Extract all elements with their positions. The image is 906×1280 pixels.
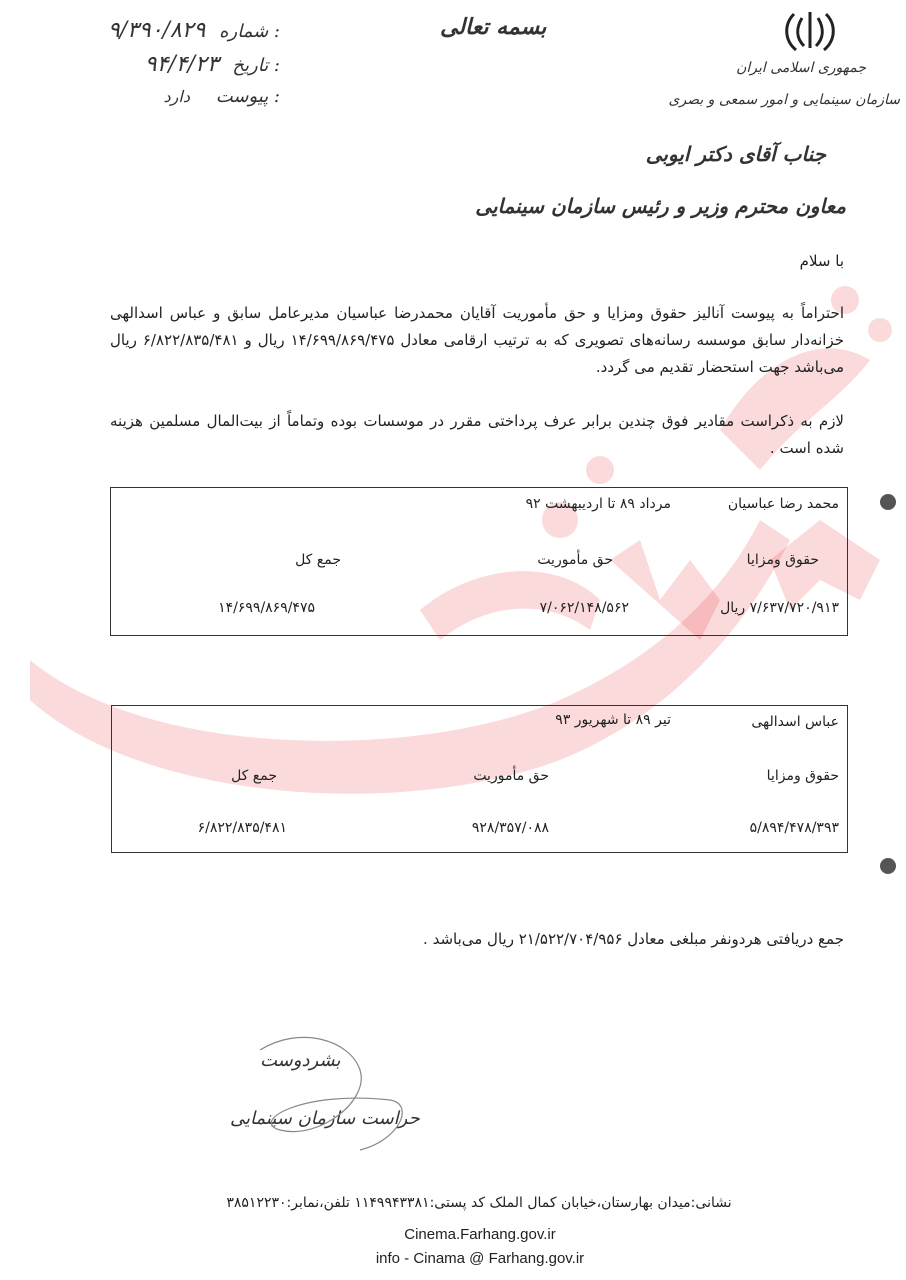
employee-name: عباس اسدالهی [751, 714, 839, 730]
body-paragraph-2: لازم به ذکراست مقادیر فوق چندین برابر عرف پرداختی مقرر در موسسات بوده وتماماً از بیت‌المال مسلمین هزینه شده است . [110, 412, 844, 457]
value-total: ۱۴/۶۹۹/۸۶۹/۴۷۵ [218, 600, 315, 616]
greeting: با سلام [799, 252, 844, 270]
letter-number-row [30, 18, 280, 52]
signature-unit: حراست سازمان سینمایی [230, 1108, 420, 1129]
addressee-name: جناب آقای دکتر ایوبی [645, 142, 826, 166]
value-mission: ۷/۰۶۲/۱۴۸/۵۶۲ [539, 600, 629, 616]
letter-date-label: : تاریخ [232, 55, 280, 76]
letter-number-label: : شماره [219, 21, 280, 42]
footer-email: info - Cinama @ Farhang.gov.ir [375, 1250, 585, 1267]
column-header-mission: حق مأموریت [473, 768, 549, 784]
signature-scribble [240, 1030, 420, 1160]
column-header-salary: حقوق ومزایا [746, 552, 819, 568]
column-header-total: جمع کل [231, 768, 277, 784]
bismillah: بسمه تعالی [440, 14, 547, 40]
letter-date-row [30, 52, 280, 86]
letter-number-value: ۹/۳۹۰/۸۲۹ [107, 18, 206, 43]
letter-attachment-row [30, 86, 280, 120]
employment-period: تیر ۸۹ تا شهریور ۹۳ [555, 712, 671, 728]
employee-name: محمد رضا عباسیان [727, 496, 839, 512]
column-header-salary: حقوق ومزایا [766, 768, 839, 784]
value-salary: ۷/۶۳۷/۷۲۰/۹۱۳ ریال [720, 600, 839, 616]
footer-website: Cinema.Farhang.gov.ir [404, 1226, 556, 1243]
column-header-mission: حق مأموریت [537, 552, 613, 568]
value-salary: ۵/۸۹۴/۴۷۸/۳۹۳ [749, 820, 839, 836]
value-mission: ۹۲۸/۳۵۷/۰۸۸ [471, 820, 549, 836]
footer-address: نشانی:میدان بهارستان،خیابان کمال الملک کد پستی:۱۱۴۹۹۴۳۳۸۱ تلفن،نمابر:۳۸۵۱۲۲۳۰ [226, 1195, 732, 1211]
punch-hole [880, 494, 896, 510]
employment-period: مرداد ۸۹ تا اردیبهشت ۹۲ [525, 496, 671, 512]
letter-attachment-label: : پیوست [215, 86, 280, 107]
letterhead-organization: سازمان سینمایی و امور سمعی و بصری [668, 92, 900, 108]
column-header-total: جمع کل [295, 552, 341, 568]
addressee-title: معاون محترم وزیر و رئیس سازمان سینمایی [475, 194, 846, 218]
salary-table-2 [111, 705, 848, 853]
letter-attachment-value: دارد [163, 87, 190, 106]
signature-name: بشردوست [260, 1050, 341, 1071]
salary-table-1 [110, 487, 848, 636]
letterhead-country: جمهوری اسلامی ایران [736, 60, 866, 76]
summary-total: جمع دریافتی هردونفر مبلغی معادل ۲۱/۵۲۲/۷۰۴/۹۵۶ ریال می‌باشد . [423, 930, 844, 948]
letter-date-value: ۹۴/۴/۲۳ [144, 52, 219, 77]
value-total: ۶/۸۲۲/۸۳۵/۴۸۱ [197, 820, 287, 836]
iran-emblem-logo [782, 6, 838, 56]
punch-hole [880, 858, 896, 874]
body-paragraph-1: احتراماً به پیوست آنالیز حقوق ومزایا و حق مأموریت آقایان محمدرضا عباسیان مدیرعامل سابق و عباس اسدالهی خزانه‌دار سابق موسسه رسانه‌های تصویری که به ترتیب ارقامی معادل ۱۴/۶۹۹/۸۶۹/۴۷۵ ریال و ۶/۸۲۲/۸۳۵/۴۸۱ ریال می‌باشد جهت استحضار تقدیم می گردد. [110, 304, 845, 376]
